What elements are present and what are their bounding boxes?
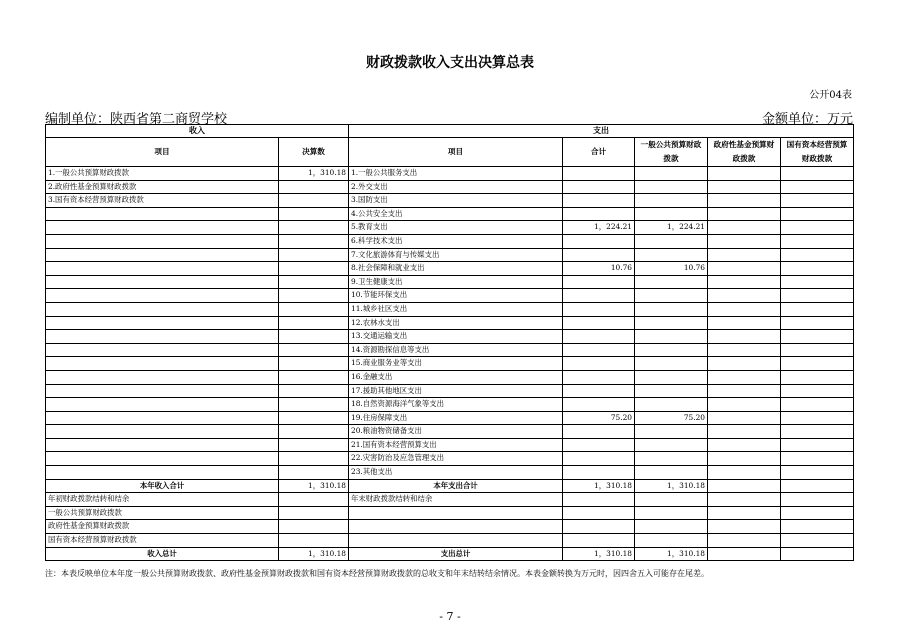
income-amount-cell [279,275,349,289]
total-cell: 10.76 [563,262,635,276]
expense-item-cell: 12.农林水支出 [349,316,563,330]
gov-fund-cell [708,302,781,316]
table-row [46,452,854,466]
total-cell [563,234,635,248]
income-amount-cell [279,520,349,534]
state-capital-cell [781,262,854,276]
amount-unit-label: 金额单位：万元 [761,112,853,127]
general-budget-cell [635,506,708,520]
expense-item-cell: 支出总计 [349,547,563,561]
expense-item-cell: 4.公共安全支出 [349,207,563,221]
expense-item-cell: 13.交通运输支出 [349,330,563,344]
income-amount-cell [279,330,349,344]
income-item-cell [46,466,279,480]
state-capital-cell [781,398,854,412]
state-capital-cell [781,452,854,466]
income-item-cell [46,398,279,412]
state-capital-cell [781,506,854,520]
carryover-row [46,534,854,548]
general-budget-cell [635,248,708,262]
expense-item-cell: 本年支出合计 [349,479,563,493]
general-budget-cell [635,438,708,452]
income-amount-cell [279,207,349,221]
income-item-cell: 收入总计 [46,547,279,561]
expense-item-cell: 9.卫生健康支出 [349,275,563,289]
expense-item-cell: 2.外交支出 [349,180,563,194]
income-item-cell [46,248,279,262]
table-row [46,343,854,357]
general-budget-cell [635,466,708,480]
gov-fund-cell [708,466,781,480]
state-capital-cell [781,493,854,507]
table-row [46,411,854,425]
gov-fund-cell [708,384,781,398]
state-capital-cell [781,234,854,248]
state-capital-cell [781,194,854,208]
total-cell [563,452,635,466]
table-row [46,316,854,330]
income-amount-cell: 1，310.18 [279,479,349,493]
general-budget-cell [635,357,708,371]
income-amount-cell [279,180,349,194]
gov-fund-cell [708,357,781,371]
footnote: 注：本表反映单位本年度一般公共预算财政拨款、政府性基金预算财政拨款和国有资本经营预算财政拨款的总收支和年末结转结余情况。本表金额转换为万元时，因四舍五入可能存在尾差。 [45,569,709,578]
carryover-row [46,493,854,507]
state-capital-cell [781,289,854,303]
gov-fund-cell [708,425,781,439]
expense-item-cell: 15.商业服务业等支出 [349,357,563,371]
general-budget-cell [635,167,708,181]
general-budget-cell [635,302,708,316]
gov-fund-cell [708,330,781,344]
income-item-cell: 本年收入合计 [46,479,279,493]
table-row [46,370,854,384]
state-capital-cell [781,343,854,357]
general-budget-cell [635,452,708,466]
expense-item-cell: 19.住房保障支出 [349,411,563,425]
expense-item-cell: 17.援助其他地区支出 [349,384,563,398]
total-cell [563,425,635,439]
income-item-cell [46,452,279,466]
total-cell [563,194,635,208]
total-cell [563,520,635,534]
expense-item-cell: 11.城乡社区支出 [349,302,563,316]
income-item-cell: 1.一般公共预算财政拨款 [46,167,279,181]
total-cell [563,275,635,289]
state-capital-cell [781,357,854,371]
income-amount-cell [279,289,349,303]
general-budget-cell [635,207,708,221]
state-capital-cell [781,330,854,344]
gov-fund-cell [708,316,781,330]
income-item-cell [46,438,279,452]
state-capital-cell [781,167,854,181]
table-row [46,180,854,194]
general-budget-cell [635,520,708,534]
general-budget-cell: 10.76 [635,262,708,276]
total-cell [563,398,635,412]
gov-fund-cell [708,234,781,248]
income-amount-cell [279,425,349,439]
income-item-header: 项目 [46,138,279,167]
total-cell [563,316,635,330]
year-total-row [46,479,854,493]
gov-fund-cell [708,262,781,276]
total-cell [563,466,635,480]
income-item-cell [46,234,279,248]
total-cell: 1，310.18 [563,479,635,493]
gov-fund-cell [708,452,781,466]
state-capital-cell [781,248,854,262]
income-amount-cell [279,506,349,520]
income-item-cell [46,343,279,357]
table-row [46,425,854,439]
income-item-cell [46,384,279,398]
general-budget-cell: 75.20 [635,411,708,425]
income-amount-cell [279,262,349,276]
table-row [46,234,854,248]
gov-fund-cell [708,167,781,181]
header-row-1 [46,125,854,138]
general-budget-cell: 1，310.18 [635,479,708,493]
general-budget-cell [635,425,708,439]
state-capital-cell [781,547,854,561]
total-cell [563,289,635,303]
general-budget-cell: 1，310.18 [635,547,708,561]
state-capital-cell [781,534,854,548]
gov-fund-cell [708,370,781,384]
income-item-cell [46,207,279,221]
income-item-cell: 一般公共预算财政拨款 [46,506,279,520]
expense-header: 支出 [349,125,854,138]
expense-item-cell: 18.自然资源海洋气象等支出 [349,398,563,412]
expense-item-cell: 22.灾害防治及应急管理支出 [349,452,563,466]
income-amount-cell [279,411,349,425]
state-capital-cell [781,438,854,452]
income-item-cell: 2.政府性基金预算财政拨款 [46,180,279,194]
income-item-cell [46,275,279,289]
total-cell: 1，310.18 [563,547,635,561]
income-amount-cell [279,194,349,208]
general-budget-header: 一般公共预算财政拨款 [635,138,708,167]
total-cell [563,248,635,262]
income-amount-cell [279,370,349,384]
general-budget-cell: 1，224.21 [635,221,708,235]
income-amount-cell [279,343,349,357]
income-item-cell: 国有资本经营预算财政拨款 [46,534,279,548]
total-header: 合计 [563,138,635,167]
general-budget-cell [635,343,708,357]
expense-item-cell: 20.粮油物资储备支出 [349,425,563,439]
income-item-cell [46,289,279,303]
expense-item-cell [349,506,563,520]
general-budget-cell [635,194,708,208]
gov-fund-cell [708,520,781,534]
total-cell [563,180,635,194]
expense-item-cell: 3.国防支出 [349,194,563,208]
table-row [46,466,854,480]
income-amount-cell: 1，310.18 [279,547,349,561]
total-cell [563,370,635,384]
general-budget-cell [635,398,708,412]
gov-fund-cell [708,479,781,493]
expense-item-cell [349,520,563,534]
organization-label: 编制单位：陕西省第二商贸学校 [45,112,228,127]
general-budget-cell [635,330,708,344]
table-row [46,330,854,344]
income-amount-cell [279,452,349,466]
total-cell: 1，224.21 [563,221,635,235]
state-capital-cell [781,316,854,330]
table-row [46,357,854,371]
expense-item-cell [349,534,563,548]
expense-item-header: 项目 [349,138,563,167]
final-amount-header: 决算数 [279,138,349,167]
income-item-cell: 政府性基金预算财政拨款 [46,520,279,534]
gov-fund-cell [708,275,781,289]
gov-fund-cell [708,248,781,262]
state-capital-cell [781,302,854,316]
general-budget-cell [635,275,708,289]
gov-fund-cell [708,343,781,357]
general-budget-cell [635,289,708,303]
expense-item-cell: 8.社会保障和就业支出 [349,262,563,276]
expense-item-cell: 14.资源勘探信息等支出 [349,343,563,357]
table-row [46,221,854,235]
carryover-row [46,520,854,534]
table-row [46,398,854,412]
expense-item-cell: 16.金融支出 [349,370,563,384]
form-number: 公开04表 [809,90,852,101]
income-item-cell [46,221,279,235]
income-item-cell [46,425,279,439]
gov-fund-cell [708,221,781,235]
income-amount-cell [279,493,349,507]
state-capital-cell [781,275,854,289]
income-item-cell [46,302,279,316]
income-amount-cell [279,316,349,330]
state-capital-cell [781,384,854,398]
income-item-cell [46,370,279,384]
total-cell: 75.20 [563,411,635,425]
expense-item-cell: 5.教育支出 [349,221,563,235]
total-cell [563,207,635,221]
income-header: 收入 [46,125,349,138]
expense-item-cell: 6.科学技术支出 [349,234,563,248]
report-title: 财政拨款收入支出决算总表 [366,55,534,71]
income-amount-cell [279,534,349,548]
income-item-cell: 3.国有资本经营预算财政拨款 [46,194,279,208]
gov-fund-cell [708,411,781,425]
gov-fund-cell [708,534,781,548]
income-amount-cell [279,357,349,371]
income-item-cell [46,262,279,276]
total-cell [563,302,635,316]
gov-fund-cell [708,493,781,507]
income-amount-cell [279,302,349,316]
table-row [46,194,854,208]
general-budget-cell [635,316,708,330]
gov-fund-header: 政府性基金预算财政拨款 [708,138,781,167]
income-item-cell [46,411,279,425]
total-cell [563,438,635,452]
general-budget-cell [635,493,708,507]
expense-item-cell: 23.其他支出 [349,466,563,480]
expense-item-cell: 21.国有资本经营预算支出 [349,438,563,452]
income-amount-cell [279,398,349,412]
state-capital-cell [781,207,854,221]
income-amount-cell [279,234,349,248]
table-row [46,289,854,303]
appropriation-table [45,124,854,561]
general-budget-cell [635,384,708,398]
gov-fund-cell [708,398,781,412]
state-capital-cell [781,479,854,493]
carryover-row [46,506,854,520]
state-capital-cell [781,221,854,235]
expense-item-cell: 7.文化旅游体育与传媒支出 [349,248,563,262]
header-row-2 [46,138,854,167]
expense-item-cell: 10.节能环保支出 [349,289,563,303]
income-amount-cell [279,221,349,235]
gov-fund-cell [708,506,781,520]
table-row [46,207,854,221]
state-capital-header: 国有资本经营预算财政拨款 [781,138,854,167]
total-cell [563,167,635,181]
income-item-cell [46,357,279,371]
expense-item-cell: 年末财政拨款结转和结余 [349,493,563,507]
state-capital-cell [781,520,854,534]
income-amount-cell: 1，310.18 [279,167,349,181]
total-cell [563,357,635,371]
income-amount-cell [279,438,349,452]
gov-fund-cell [708,289,781,303]
general-budget-cell [635,234,708,248]
grand-total-row [46,547,854,561]
income-amount-cell [279,248,349,262]
table-row [46,302,854,316]
income-amount-cell [279,384,349,398]
gov-fund-cell [708,194,781,208]
total-cell [563,493,635,507]
general-budget-cell [635,370,708,384]
income-item-cell [46,330,279,344]
expense-item-cell: 1.一般公共服务支出 [349,167,563,181]
income-amount-cell [279,466,349,480]
total-cell [563,343,635,357]
table-row [46,167,854,181]
gov-fund-cell [708,207,781,221]
table-row [46,275,854,289]
table-row [46,262,854,276]
gov-fund-cell [708,180,781,194]
page-number: - 7 - [439,610,461,623]
state-capital-cell [781,370,854,384]
gov-fund-cell [708,438,781,452]
state-capital-cell [781,425,854,439]
table-row [46,248,854,262]
total-cell [563,534,635,548]
general-budget-cell [635,180,708,194]
state-capital-cell [781,411,854,425]
income-item-cell: 年初财政拨款结转和结余 [46,493,279,507]
state-capital-cell [781,466,854,480]
total-cell [563,330,635,344]
table-row [46,438,854,452]
total-cell [563,506,635,520]
total-cell [563,384,635,398]
general-budget-cell [635,534,708,548]
table-row [46,384,854,398]
income-item-cell [46,316,279,330]
state-capital-cell [781,180,854,194]
gov-fund-cell [708,547,781,561]
